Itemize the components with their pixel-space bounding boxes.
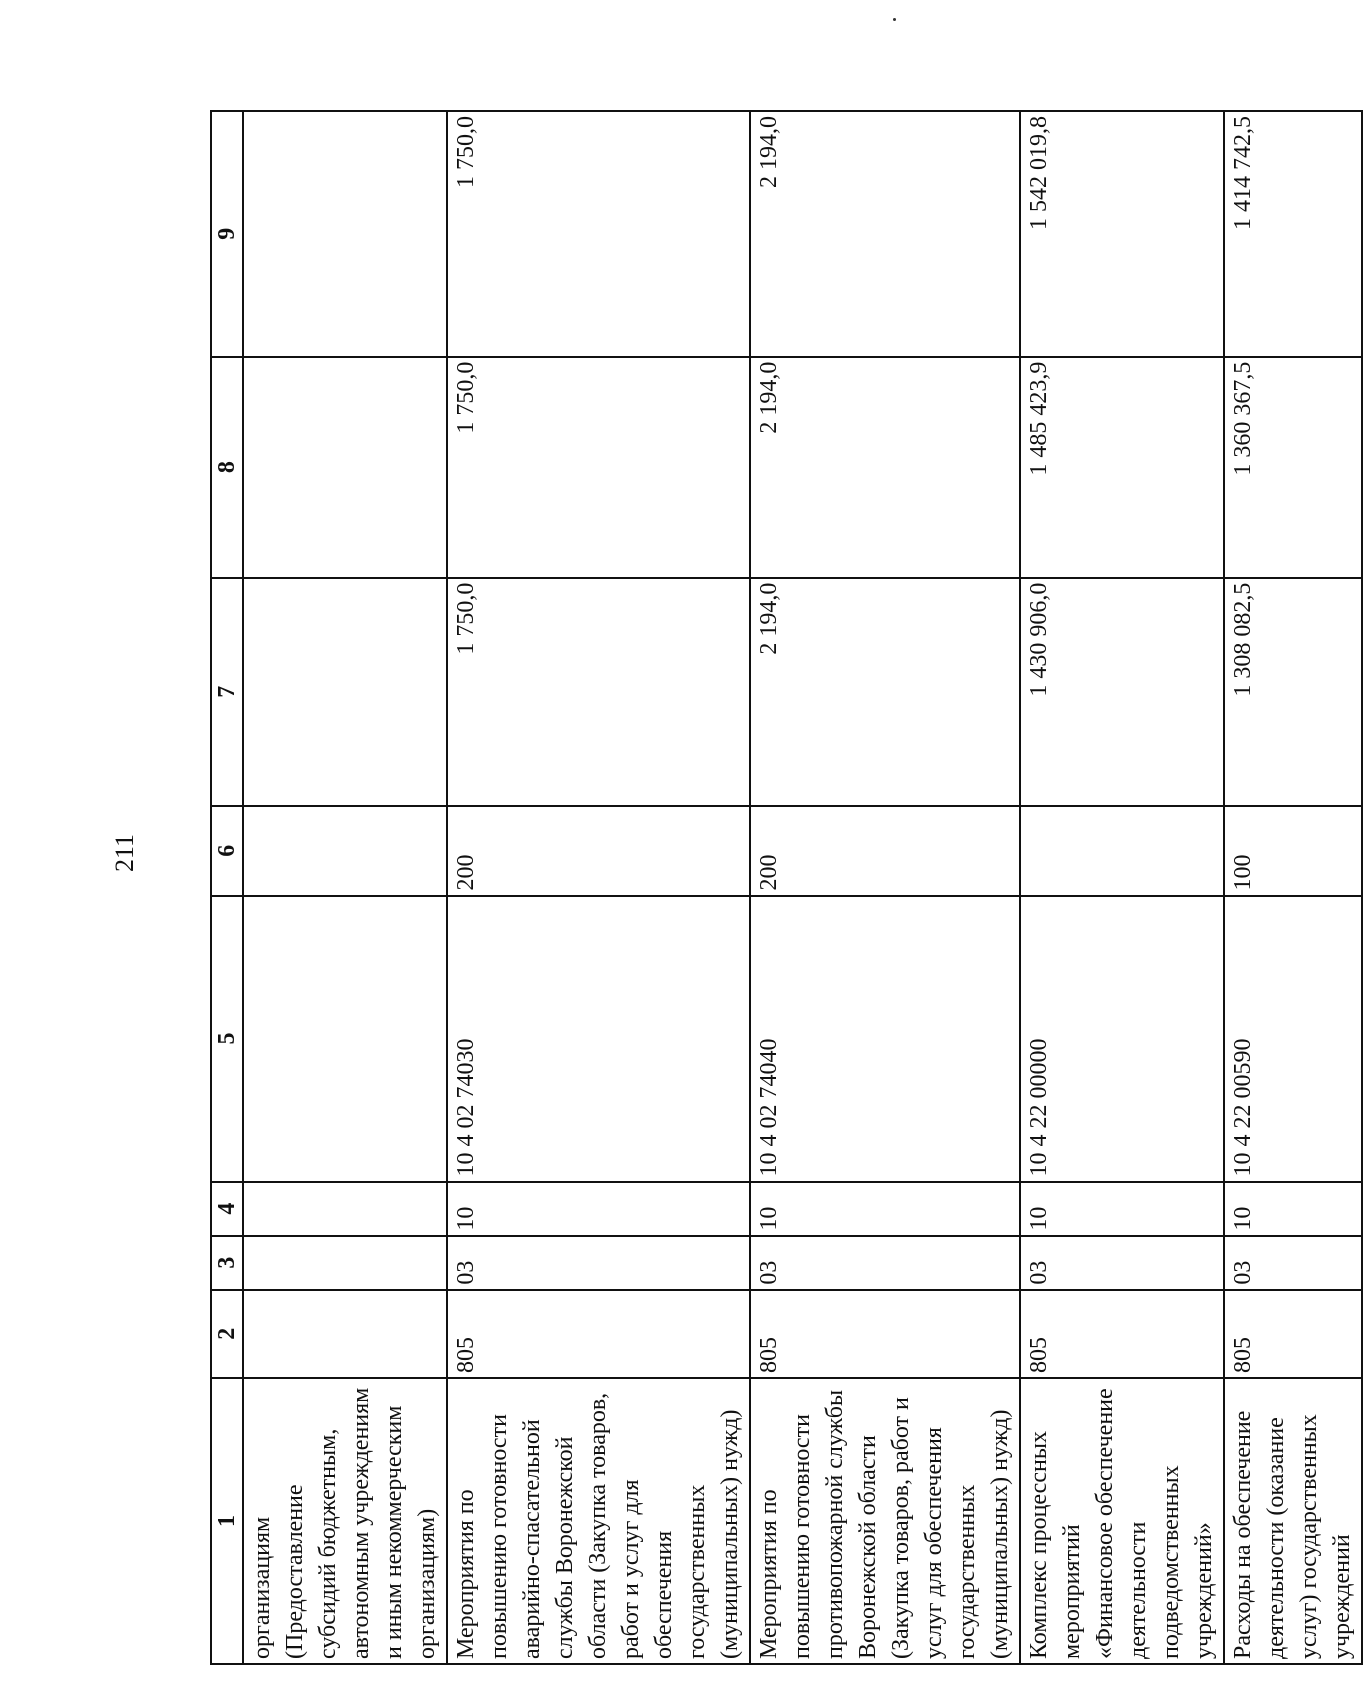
cell-col-5: 10 4 22 00000 bbox=[1020, 896, 1224, 1182]
cell-col-2: 805 bbox=[750, 1290, 1020, 1378]
cell-col-7: 2 194,0 bbox=[750, 578, 1020, 806]
cell-col-5: 10 4 02 74040 bbox=[750, 896, 1020, 1182]
cell-col-9: 1 750,0 bbox=[447, 111, 750, 357]
cell-col-7: 1 430 906,0 bbox=[1020, 578, 1224, 806]
cell-col-2: 805 bbox=[1020, 1290, 1224, 1378]
cell-col-4: 10 bbox=[750, 1182, 1020, 1236]
row-name: Мероприятия по повышению готовности аварийно-спасательной службы Воронежской области (Закупка товаров, работ и услуг для обеспечения государственных (муниципальных) нужд) bbox=[447, 1378, 750, 1664]
header-col-2: 2 bbox=[211, 1290, 243, 1378]
cell-col-2: 805 bbox=[1224, 1290, 1362, 1378]
header-col-8: 8 bbox=[211, 357, 243, 578]
header-col-9: 9 bbox=[211, 111, 243, 357]
cell-col-7: 1 750,0 bbox=[447, 578, 750, 806]
cell-col-4: 10 bbox=[1020, 1182, 1224, 1236]
table-row bbox=[447, 111, 750, 1664]
cell-col-5 bbox=[243, 896, 447, 1182]
cell-col-8: 2 194,0 bbox=[750, 357, 1020, 578]
budget-table bbox=[210, 110, 1363, 1665]
row-name: Комплекс процессных мероприятий «Финансовое обеспечение деятельности подведомственных учреждений» bbox=[1020, 1378, 1224, 1664]
cell-col-5: 10 4 22 00590 bbox=[1224, 896, 1362, 1182]
cell-col-9: 1 542 019,8 bbox=[1020, 111, 1224, 357]
cell-col-4: 10 bbox=[1224, 1182, 1362, 1236]
cell-col-7 bbox=[243, 578, 447, 806]
row-name: Мероприятия по повышению готовности противопожарной службы Воронежской области (Закупка товаров, работ и услуг для обеспечения государственных (муниципальных) нужд) bbox=[750, 1378, 1020, 1664]
scan-speck bbox=[893, 18, 896, 21]
cell-col-3: 03 bbox=[750, 1236, 1020, 1290]
cell-col-2: 805 bbox=[447, 1290, 750, 1378]
row-name: Расходы на обеспечение деятельности (оказание услуг) государственных учреждений bbox=[1224, 1378, 1362, 1664]
cell-col-2 bbox=[243, 1290, 447, 1378]
rotated-table-container bbox=[210, 110, 1355, 1665]
header-col-7: 7 bbox=[211, 578, 243, 806]
cell-col-4 bbox=[243, 1182, 447, 1236]
table-header-row bbox=[211, 111, 243, 1664]
header-col-1: 1 bbox=[211, 1378, 243, 1664]
cell-col-3 bbox=[243, 1236, 447, 1290]
table-row bbox=[243, 111, 447, 1664]
cell-col-6: 200 bbox=[750, 806, 1020, 896]
cell-col-4: 10 bbox=[447, 1182, 750, 1236]
cell-col-6: 200 bbox=[447, 806, 750, 896]
cell-col-3: 03 bbox=[1224, 1236, 1362, 1290]
cell-col-3: 03 bbox=[1020, 1236, 1224, 1290]
cell-col-6 bbox=[243, 806, 447, 896]
cell-col-8: 1 485 423,9 bbox=[1020, 357, 1224, 578]
cell-col-9: 1 414 742,5 bbox=[1224, 111, 1362, 357]
cell-col-3: 03 bbox=[447, 1236, 750, 1290]
cell-col-6 bbox=[1020, 806, 1224, 896]
row-name: организациям (Предоставление субсидий бюджетным, автономным учреждениям и иным некоммерческим организациям) bbox=[243, 1378, 447, 1664]
table-row bbox=[1224, 111, 1362, 1664]
header-col-5: 5 bbox=[211, 896, 243, 1182]
cell-col-7: 1 308 082,5 bbox=[1224, 578, 1362, 806]
cell-col-5: 10 4 02 74030 bbox=[447, 896, 750, 1182]
header-col-4: 4 bbox=[211, 1182, 243, 1236]
cell-col-9 bbox=[243, 111, 447, 357]
table-row bbox=[1020, 111, 1224, 1664]
page-number: 211 bbox=[110, 833, 139, 873]
cell-col-6: 100 bbox=[1224, 806, 1362, 896]
cell-col-9: 2 194,0 bbox=[750, 111, 1020, 357]
cell-col-8: 1 360 367,5 bbox=[1224, 357, 1362, 578]
cell-col-8: 1 750,0 bbox=[447, 357, 750, 578]
header-col-6: 6 bbox=[211, 806, 243, 896]
header-col-3: 3 bbox=[211, 1236, 243, 1290]
table-row bbox=[750, 111, 1020, 1664]
cell-col-8 bbox=[243, 357, 447, 578]
